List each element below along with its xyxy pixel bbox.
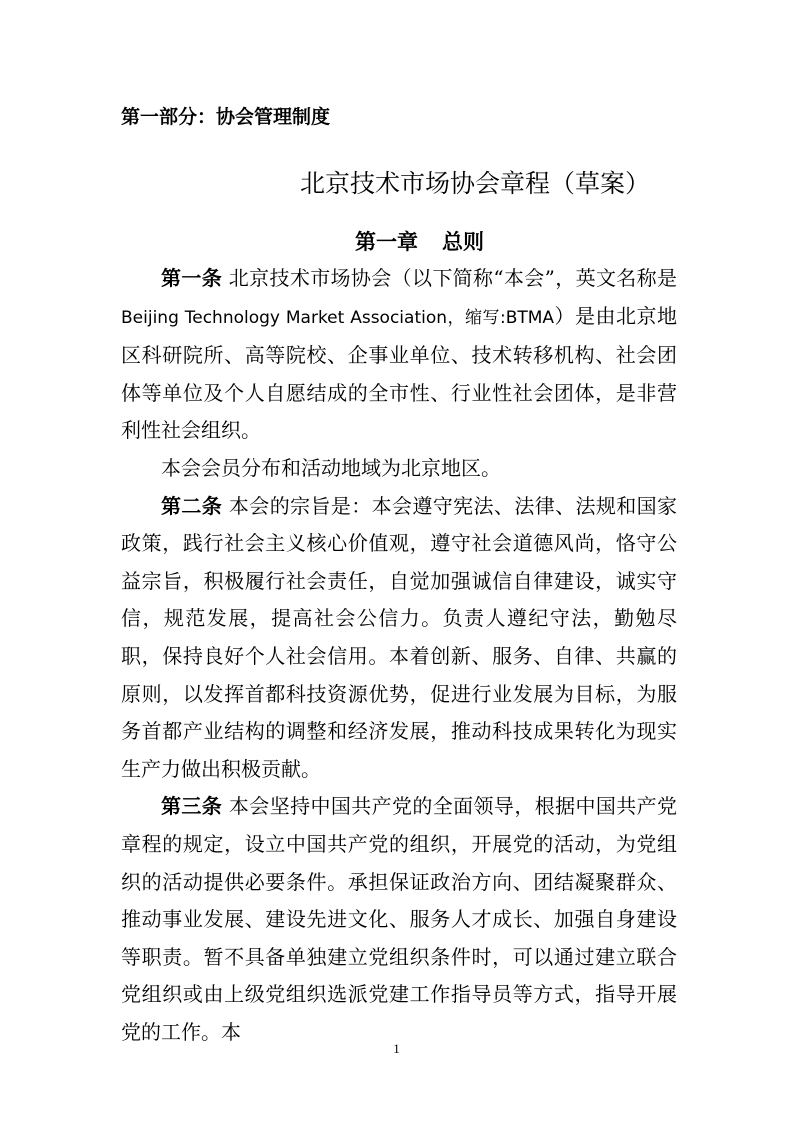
document-title: 北京技术市场协会章程（草案） [300, 169, 651, 198]
chapter-number: 第一章 [355, 230, 418, 254]
article-1 [121, 260, 677, 450]
chapter-name: 总则 [442, 230, 484, 254]
paragraph-text: 本会会员分布和活动地域为北京地区。 [161, 455, 501, 480]
article-number: 第一条 [161, 266, 223, 290]
english-name-segment: Beijing Technology Market Association，缩写:BTMA [121, 307, 555, 328]
article-text: 本会坚持中国共产党的全面领导，根据中国共产党章程的规定，设立中国共产党的组织，开展党的活动，为党组织的活动提供必要条件。承担保证政治方向、团结凝聚群众、推动事业发展、建设先进文化、服务人才成长、加强自身建设等职责。暂不具备单独建立党组织条件时，可以通过建立联合党组织或由上级党组织选派党建工作指导员等方式，指导开展党的工作。本 [121, 794, 678, 1044]
article-number: 第三条 [161, 794, 223, 819]
chapter-title [355, 227, 484, 257]
body-text [121, 260, 677, 1051]
article-3 [121, 788, 677, 1051]
article-number: 第二条 [161, 493, 223, 518]
page-number: 1 [393, 1041, 400, 1056]
article-1-paragraph-2 [121, 450, 677, 488]
article-text: 本会的宗旨是：本会遵守宪法、法律、法规和国家政策，践行社会主义核心价值观，遵守社会道德风尚，恪守公益宗旨，积极履行社会责任，自觉加强诚信自律建设，诚实守信，规范发展，提高社会公信力。负责人遵纪守法，勤勉尽职，保持良好个人社会信用。本着创新、服务、自律、共赢的原则，以发挥首都科技资源优势，促进行业发展为目标，为服务首都产业结构的调整和经济发展，推动科技成果转化为现实生产力做出积极贡献。 [121, 493, 678, 781]
article-text-segment: 北京技术市场协会（以下简称“本会”，英文名称是 [228, 266, 678, 290]
part-heading: 第一部分：协会管理制度 [121, 106, 331, 128]
article-text-segment: ）是由北京地区科研院所、高等院校、企事业单位、技术转移机构、社会团体等单位及个人自愿结成的全市性、行业性社会团体，是非营利性社会组织。 [121, 303, 677, 443]
article-2 [121, 488, 677, 789]
